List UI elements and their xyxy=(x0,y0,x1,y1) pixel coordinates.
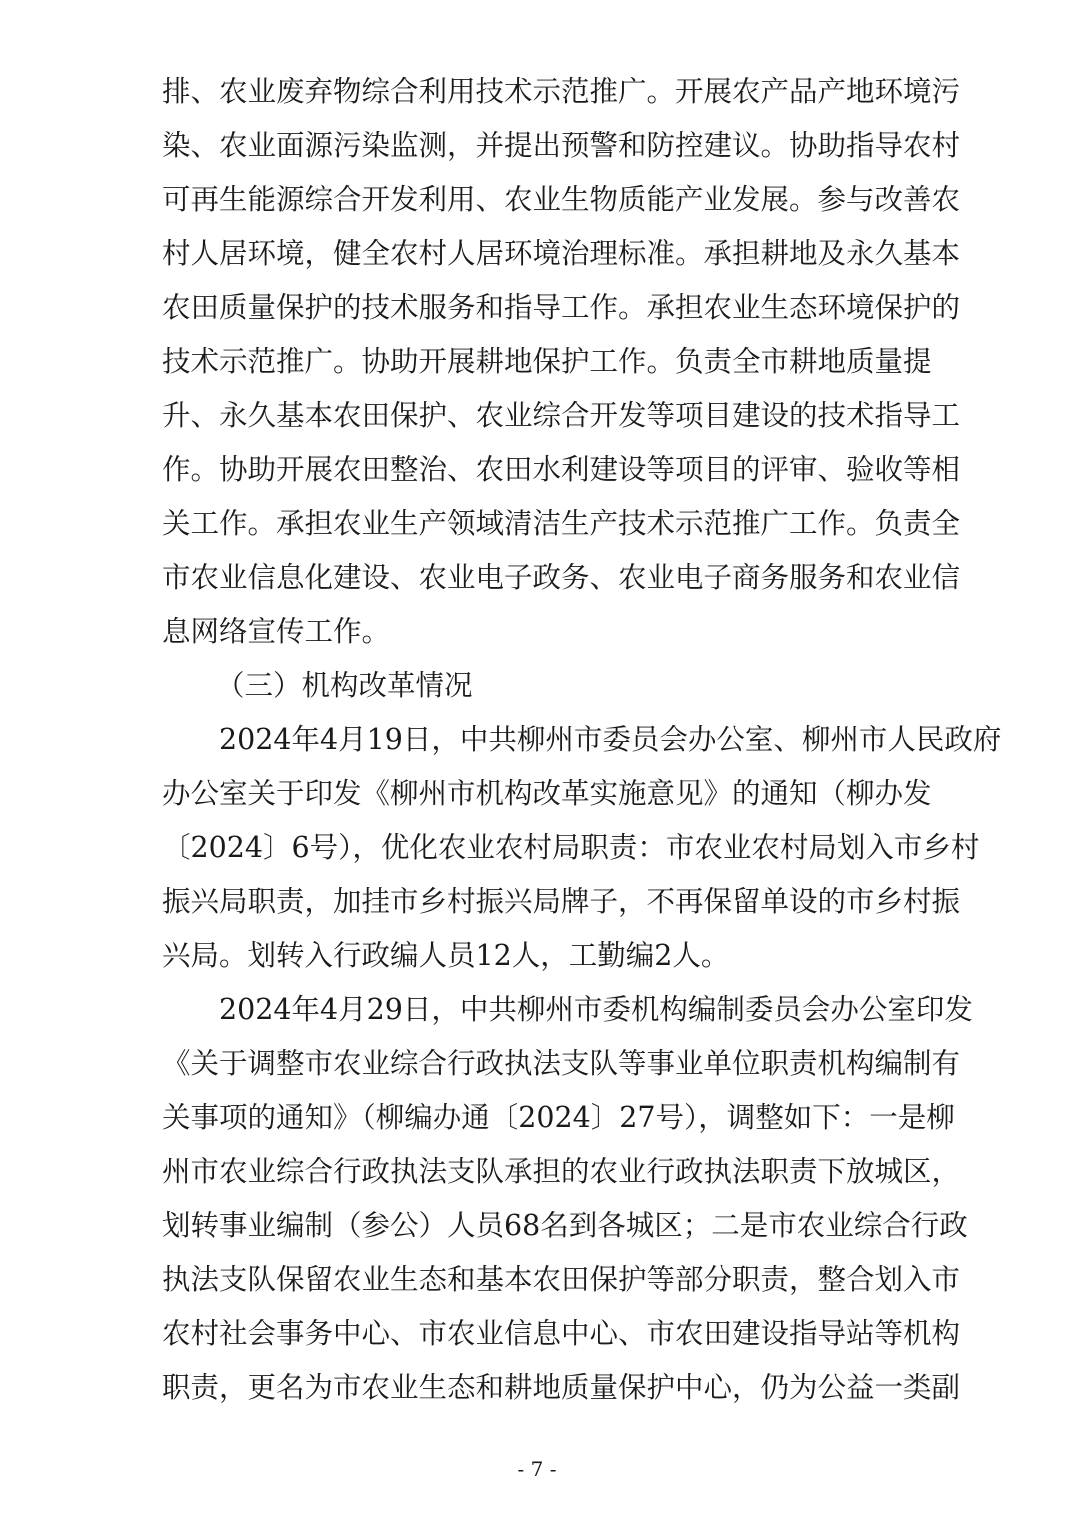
text-line: 关工作。承担农业生产领域清洁生产技术示范推广工作。负责全 xyxy=(162,507,961,540)
text-line: 执法支队保留农业生态和基本农田保护等部分职责，整合划入市 xyxy=(162,1263,961,1296)
page-number: - 7 - xyxy=(517,1457,557,1481)
text-line: 2024年4月19日，中共柳州市委员会办公室、柳州市人民政府 xyxy=(162,723,1002,756)
text-line: 息网络宣传工作。 xyxy=(162,615,391,648)
text-line: 办公室关于印发《柳州市机构改革实施意见》的通知（柳办发 xyxy=(162,777,932,810)
text-line: 作。协助开展农田整治、农田水利建设等项目的评审、验收等相 xyxy=(162,453,961,486)
text-line: 技术示范推广。协助开展耕地保护工作。负责全市耕地质量提 xyxy=(162,345,932,378)
text-line: 〔2024〕6号），优化农业农村局职责：市农业农村局划入市乡村 xyxy=(162,831,980,864)
text-line: 升、永久基本农田保护、农业综合开发等项目建设的技术指导工 xyxy=(162,399,961,432)
text-line: 兴局。划转入行政编人员12人，工勤编2人。 xyxy=(162,939,730,972)
section-heading: （三）机构改革情况 xyxy=(216,669,473,702)
text-line: 农村社会事务中心、市农业信息中心、市农田建设指导站等机构 xyxy=(162,1317,961,1350)
text-line: 排、农业废弃物综合利用技术示范推广。开展农产品产地环境污 xyxy=(162,75,961,108)
text-line: 《关于调整市农业综合行政执法支队等事业单位职责机构编制有 xyxy=(162,1047,961,1080)
text-line: 可再生能源综合开发利用、农业生物质能产业发展。参与改善农 xyxy=(162,183,961,216)
text-line: 州市农业综合行政执法支队承担的农业行政执法职责下放城区， xyxy=(162,1155,961,1188)
text-line: 2024年4月29日，中共柳州市委机构编制委员会办公室印发 xyxy=(162,993,973,1026)
text-line: 村人居环境，健全农村人居环境治理标准。承担耕地及永久基本 xyxy=(162,237,961,270)
text-line: 染、农业面源污染监测，并提出预警和防控建议。协助指导农村 xyxy=(162,129,961,162)
text-line: 农田质量保护的技术服务和指导工作。承担农业生态环境保护的 xyxy=(162,291,961,324)
text-line: 职责，更名为市农业生态和耕地质量保护中心，仍为公益一类副 xyxy=(162,1371,961,1404)
text-line: 划转事业编制（参公）人员68名到各城区；二是市农业综合行政 xyxy=(162,1209,968,1242)
text-line: 关事项的通知》（柳编办通〔2024〕27号），调整如下：一是柳 xyxy=(162,1101,955,1134)
text-line: 振兴局职责，加挂市乡村振兴局牌子，不再保留单设的市乡村振 xyxy=(162,885,961,918)
text-line: 市农业信息化建设、农业电子政务、农业电子商务服务和农业信 xyxy=(162,561,961,594)
